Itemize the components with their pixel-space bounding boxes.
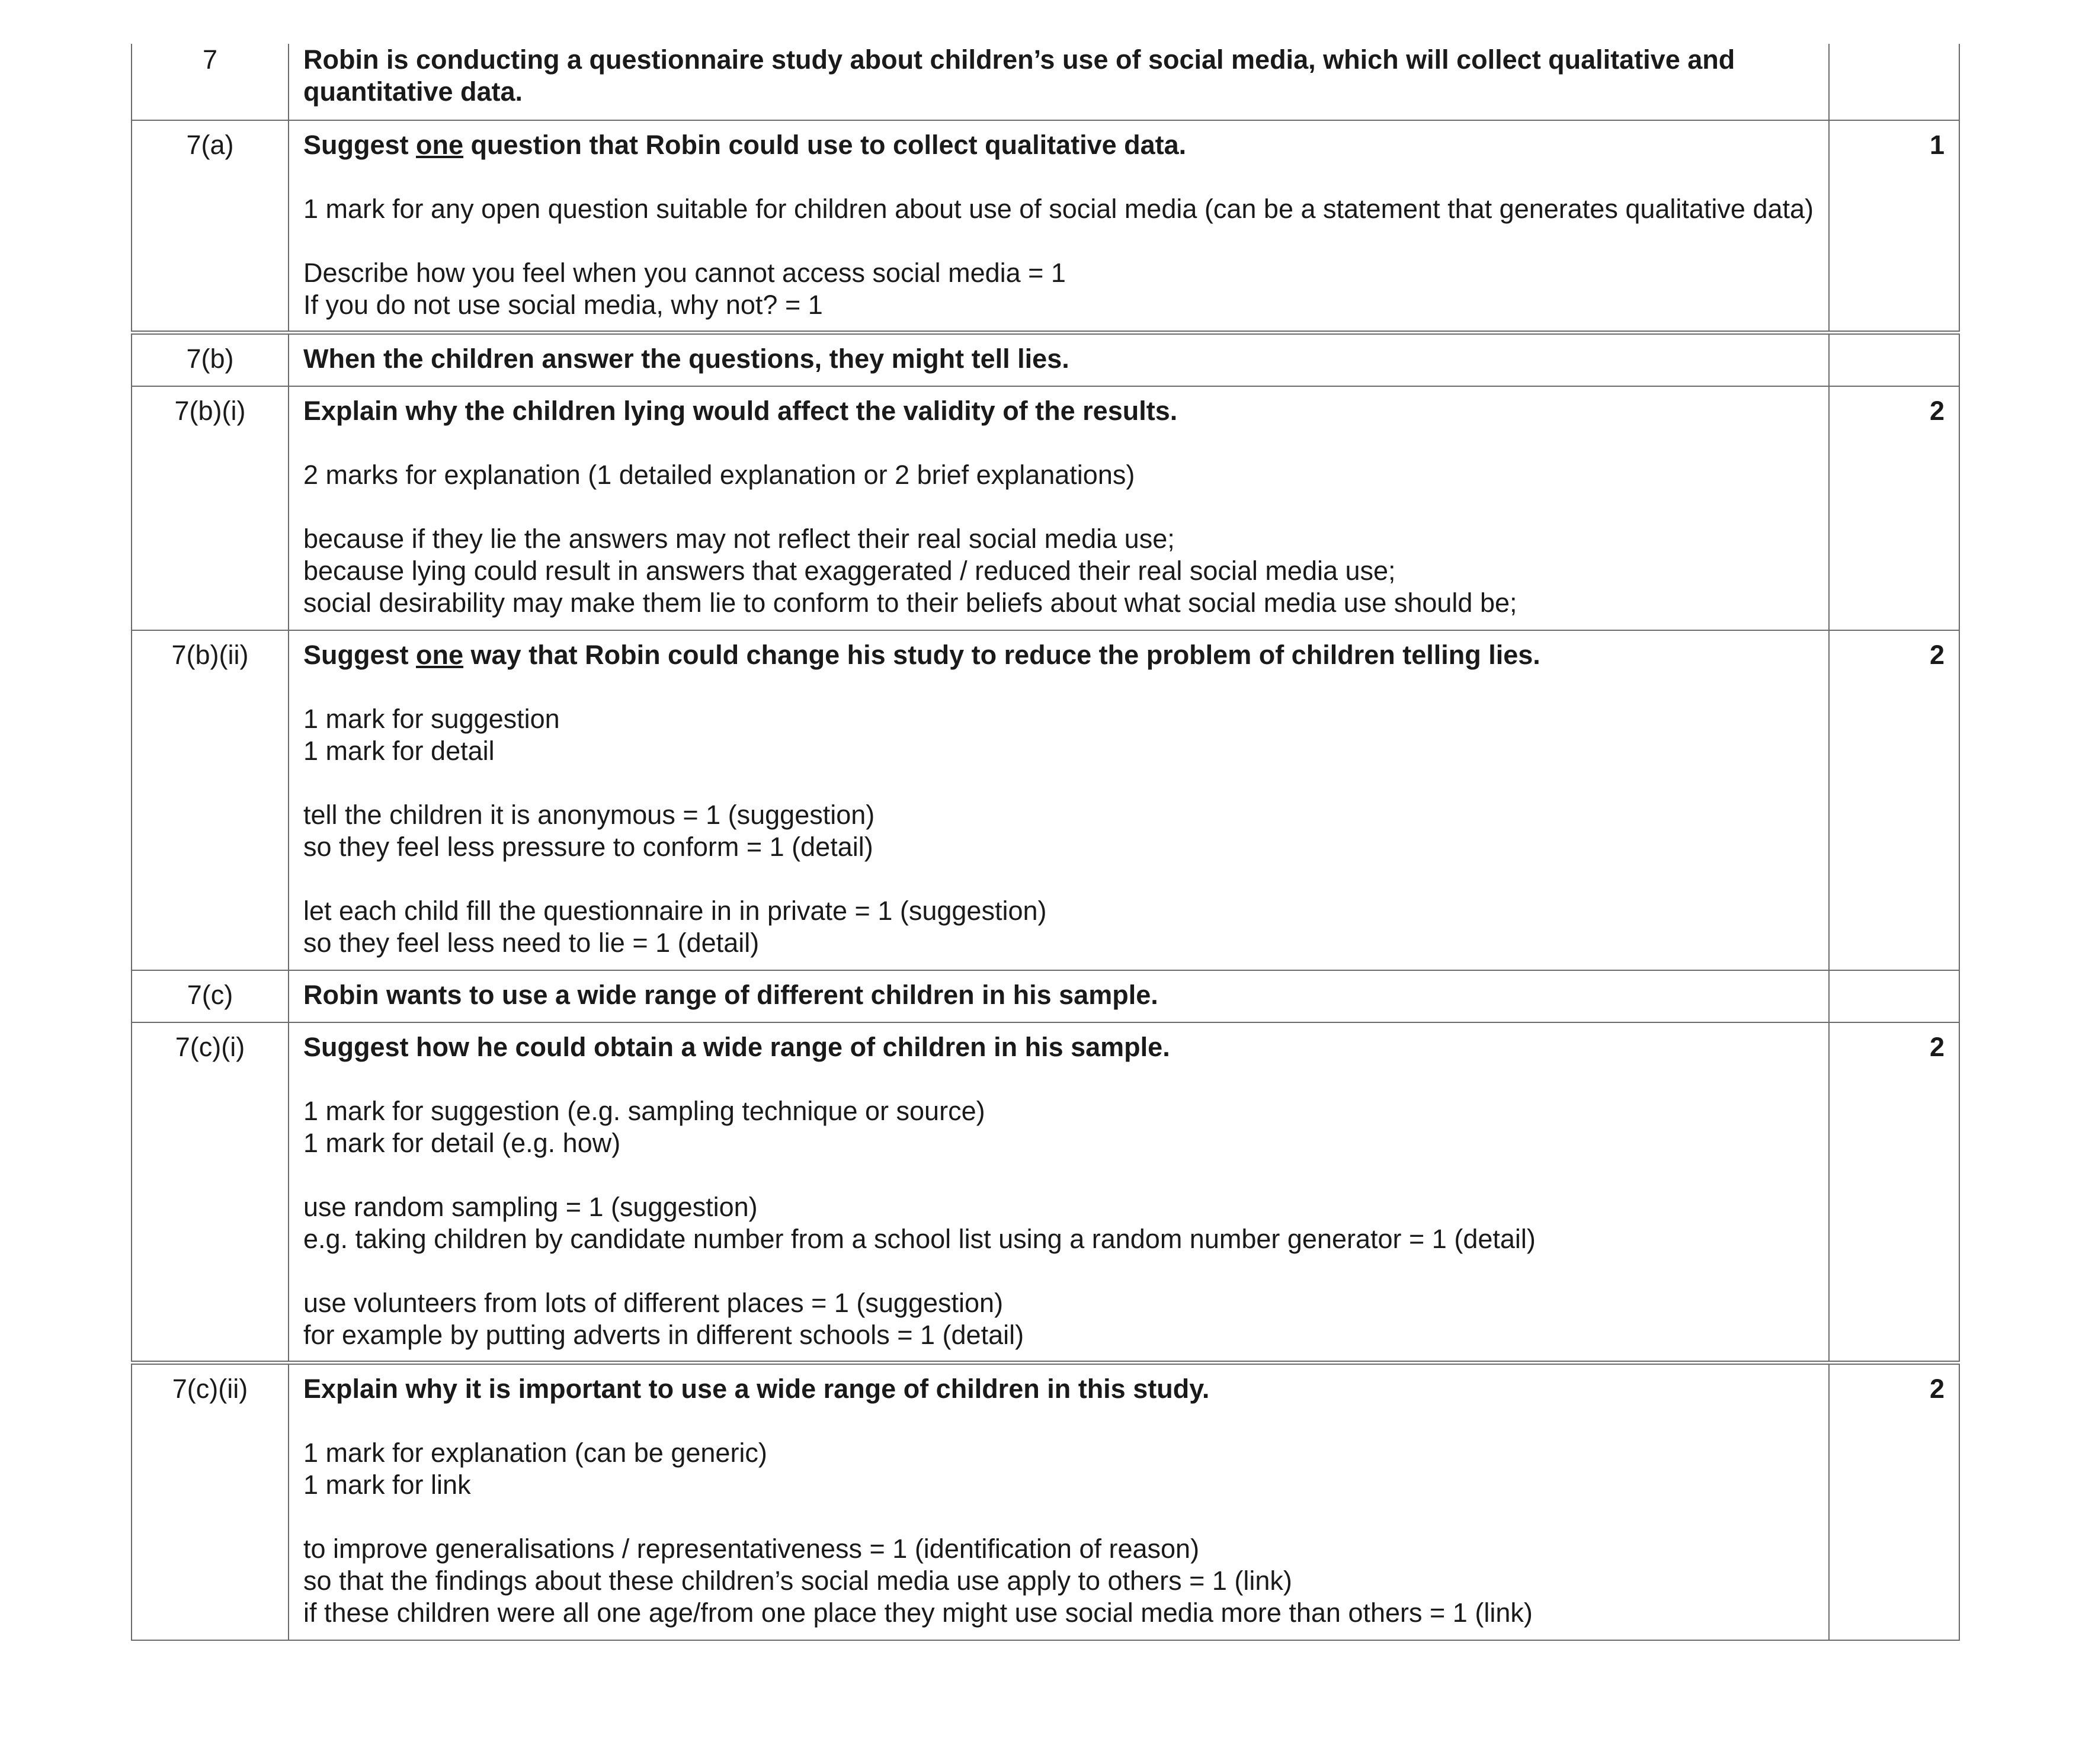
guidance-paragraph: 1 mark for explanation (can be generic) 1 mark for link [303, 1438, 767, 1500]
question-cell [289, 44, 1829, 120]
question-cell [289, 386, 1829, 630]
table-row [132, 333, 1959, 387]
question-number: 7(c) [132, 970, 289, 1022]
question-cell [289, 630, 1829, 970]
underlined-word: one [416, 640, 464, 670]
guidance-paragraph: tell the children it is anonymous = 1 (suggestion) so they feel less pressure to conform = 1 (detail) [303, 800, 875, 862]
guidance-paragraph: because if they lie the answers may not reflect their real social media use; because lying could result in answers that exaggerated / reduced their real social media use; social desirability may make them lie to conform to their beliefs about what social media use should be; [303, 524, 1517, 618]
underlined-word: one [416, 130, 464, 160]
question-number: 7(c)(ii) [132, 1363, 289, 1641]
guidance-paragraph: to improve generalisations / representativeness = 1 (identification of reason) so that the findings about these children’s social media use apply to others = 1 (link) if these children were all one age/from one place they might use social media more than others = 1 (link) [303, 1534, 1533, 1628]
question-stem: Suggest how he could obtain a wide range of children in his sample. [303, 1032, 1170, 1062]
mark-scheme-table [131, 44, 1960, 1641]
question-stem: Robin wants to use a wide range of different children in his sample. [303, 980, 1158, 1010]
question-number: 7(b) [132, 333, 289, 387]
guidance-paragraph: 2 marks for explanation (1 detailed explanation or 2 brief explanations) [303, 460, 1135, 490]
table-row [132, 970, 1959, 1022]
marks-cell: 2 [1829, 386, 1959, 630]
question-cell [289, 1022, 1829, 1363]
question-number: 7(a) [132, 120, 289, 333]
guidance-paragraph: use volunteers from lots of different places = 1 (suggestion) for example by putting adverts in different schools = 1 (detail) [303, 1288, 1024, 1350]
question-stem: Explain why the children lying would affect the validity of the results. [303, 396, 1178, 426]
question-stem: Robin is conducting a questionnaire study about children’s use of social media, which will collect qualitative and quantitative data. [303, 44, 1735, 107]
table-row [132, 120, 1959, 333]
question-cell [289, 1363, 1829, 1641]
marks-cell: 2 [1829, 630, 1959, 970]
question-stem: Suggest one way that Robin could change his study to reduce the problem of children telling lies. [303, 640, 1540, 670]
question-cell [289, 120, 1829, 333]
question-number: 7(b)(ii) [132, 630, 289, 970]
guidance-paragraph: use random sampling = 1 (suggestion) e.g. taking children by candidate number from a school list using a random number generator = 1 (detail) [303, 1192, 1536, 1254]
table-row [132, 44, 1959, 120]
guidance-paragraph: 1 mark for any open question suitable for children about use of social media (can be a statement that generates qualitative data) [303, 194, 1814, 224]
table-row [132, 630, 1959, 970]
question-cell [289, 333, 1829, 387]
marks-cell: 2 [1829, 1022, 1959, 1363]
guidance-paragraph: Describe how you feel when you cannot access social media = 1 If you do not use social media, why not? = 1 [303, 258, 1066, 320]
guidance-paragraph: let each child fill the questionnaire in in private = 1 (suggestion) so they feel less need to lie = 1 (detail) [303, 896, 1047, 958]
question-cell [289, 970, 1829, 1022]
question-stem: Suggest one question that Robin could use to collect qualitative data. [303, 130, 1187, 160]
table-row [132, 386, 1959, 630]
marks-cell [1829, 333, 1959, 387]
guidance-paragraph: 1 mark for suggestion (e.g. sampling technique or source) 1 mark for detail (e.g. how) [303, 1096, 985, 1158]
question-number: 7(c)(i) [132, 1022, 289, 1363]
question-stem: Explain why it is important to use a wide range of children in this study. [303, 1374, 1210, 1404]
marks-cell: 2 [1829, 1363, 1959, 1641]
question-stem: When the children answer the questions, they might tell lies. [303, 344, 1069, 374]
marks-cell [1829, 970, 1959, 1022]
marks-cell [1829, 44, 1959, 120]
question-number: 7(b)(i) [132, 386, 289, 630]
marks-cell: 1 [1829, 120, 1959, 333]
guidance-paragraph: 1 mark for suggestion 1 mark for detail [303, 704, 560, 766]
table-row [132, 1363, 1959, 1641]
question-number: 7 [132, 44, 289, 120]
table-row [132, 1022, 1959, 1363]
